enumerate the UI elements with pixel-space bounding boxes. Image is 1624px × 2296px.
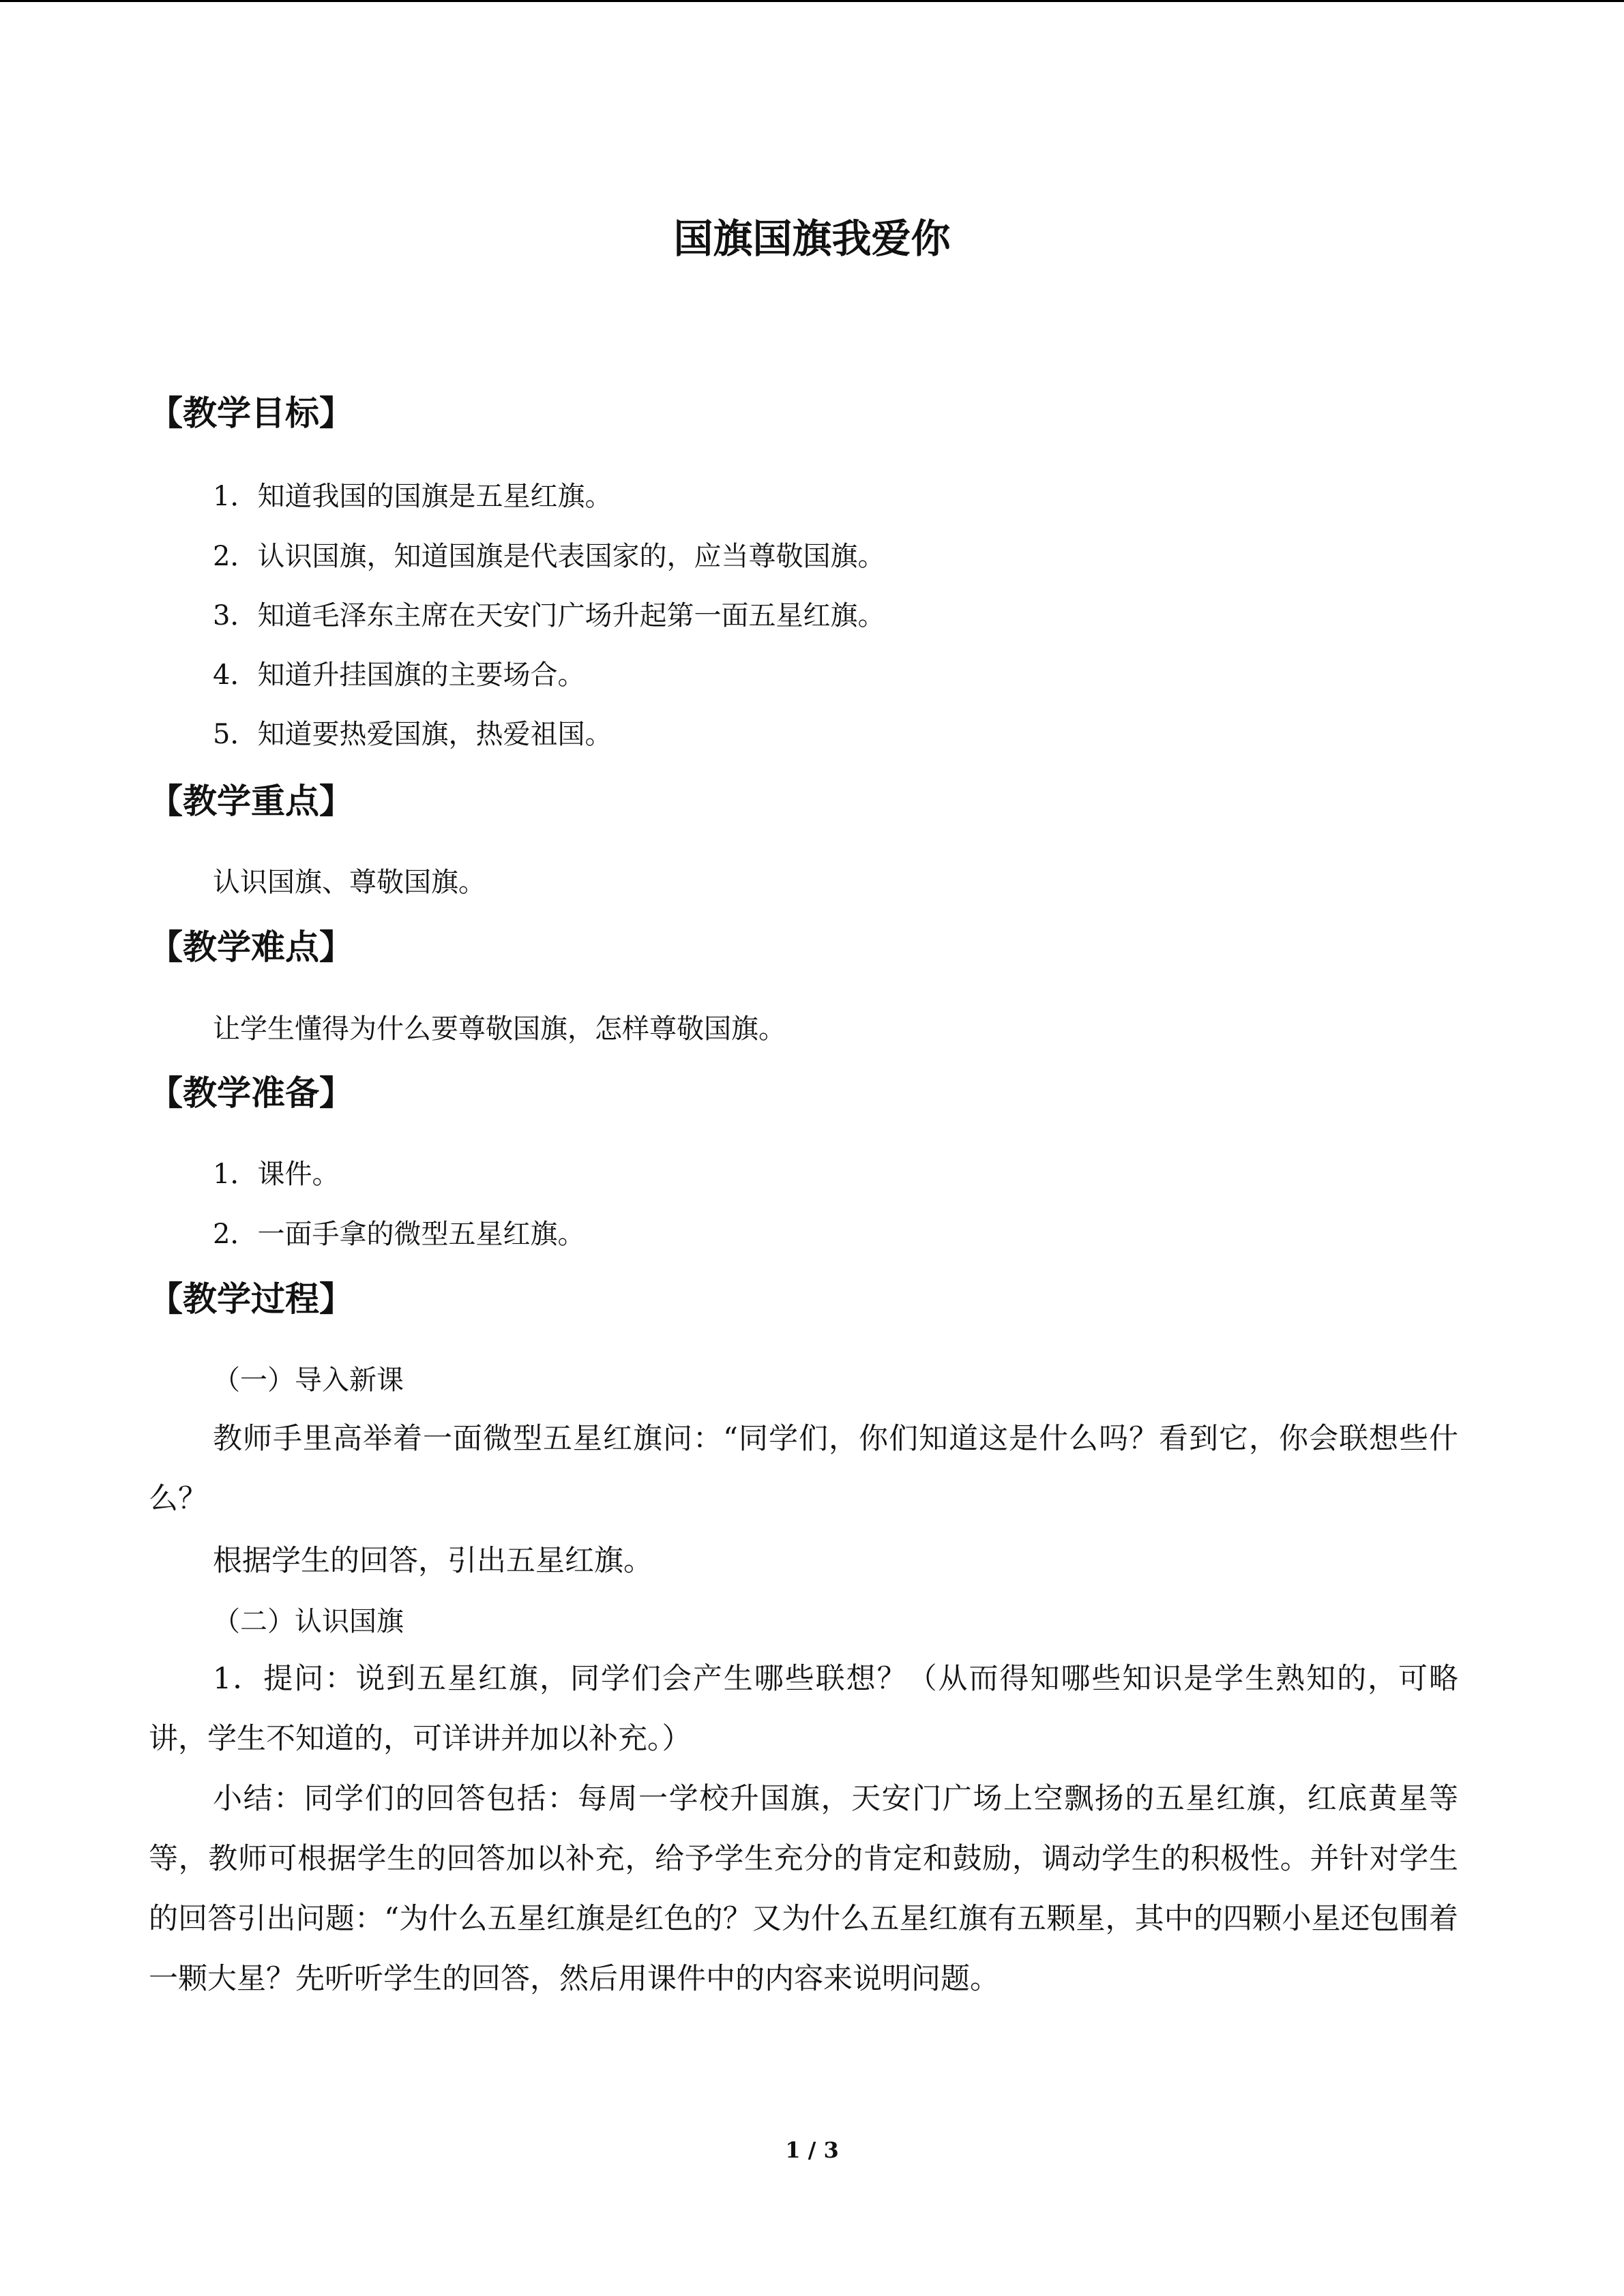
section-heading-key-points: 【教学重点】 [149,781,353,821]
section-heading-difficulties: 【教学难点】 [149,927,353,967]
process-part2-paragraph-2: 小结：同学们的回答包括：每周一学校升国旗，天安门广场上空飘扬的五星红旗，红底黄星等等，教师可根据学生的回答加以补充，给予学生充分的肯定和鼓励，调动学生的积极性。并针对学生的回答引出问题：“为什么五星红旗是红色的？又为什么五星红旗有五颗星，其中的四颗小星还包围着一颗大星？先听听学生的回答，然后用课件中的内容来说明问题。 [149,1782,1458,1996]
goal-item-1: 1．知道我国的国旗是五星红旗。 [213,481,612,512]
difficulties-text: 让学生懂得为什么要尊敬国旗，怎样尊敬国旗。 [213,1013,786,1045]
section-heading-process: 【教学过程】 [149,1279,353,1319]
preparation-item-1: 1．课件。 [213,1159,340,1190]
preparation-item-2: 2．一面手拿的微型五星红旗。 [213,1219,585,1250]
process-part1-title: （一）导入新课 [213,1365,404,1396]
section-heading-preparation: 【教学准备】 [149,1073,353,1113]
process-part1-paragraph-1: 教师手里高举着一面微型五星红旗问：“同学们，你们知道这是什么吗？看到它，你会联想些什么？ [149,1422,1458,1516]
document-title: 国旗国旗我爱你 [673,215,951,262]
page-number: 1 / 3 [785,2137,839,2163]
process-part2-title: （二）认识国旗 [213,1606,404,1637]
goal-item-2: 2．认识国旗，知道国旗是代表国家的，应当尊敬国旗。 [213,541,885,572]
section-heading-goals: 【教学目标】 [149,393,353,433]
process-part1-paragraph-2: 根据学生的回答，引出五星红旗。 [213,1544,653,1578]
goal-item-5: 5．知道要热爱国旗，热爱祖国。 [213,719,612,750]
process-part2-paragraph-1: 1．提问：说到五星红旗，同学们会产生哪些联想？（从而得知哪些知识是学生熟知的，可略讲，学生不知道的，可详讲并加以补充。） [149,1662,1458,1756]
goal-item-3: 3．知道毛泽东主席在天安门广场升起第一面五星红旗。 [213,600,885,631]
key-points-text: 认识国旗、尊敬国旗。 [213,867,486,898]
goal-item-4: 4．知道升挂国旗的主要场合。 [213,659,585,691]
